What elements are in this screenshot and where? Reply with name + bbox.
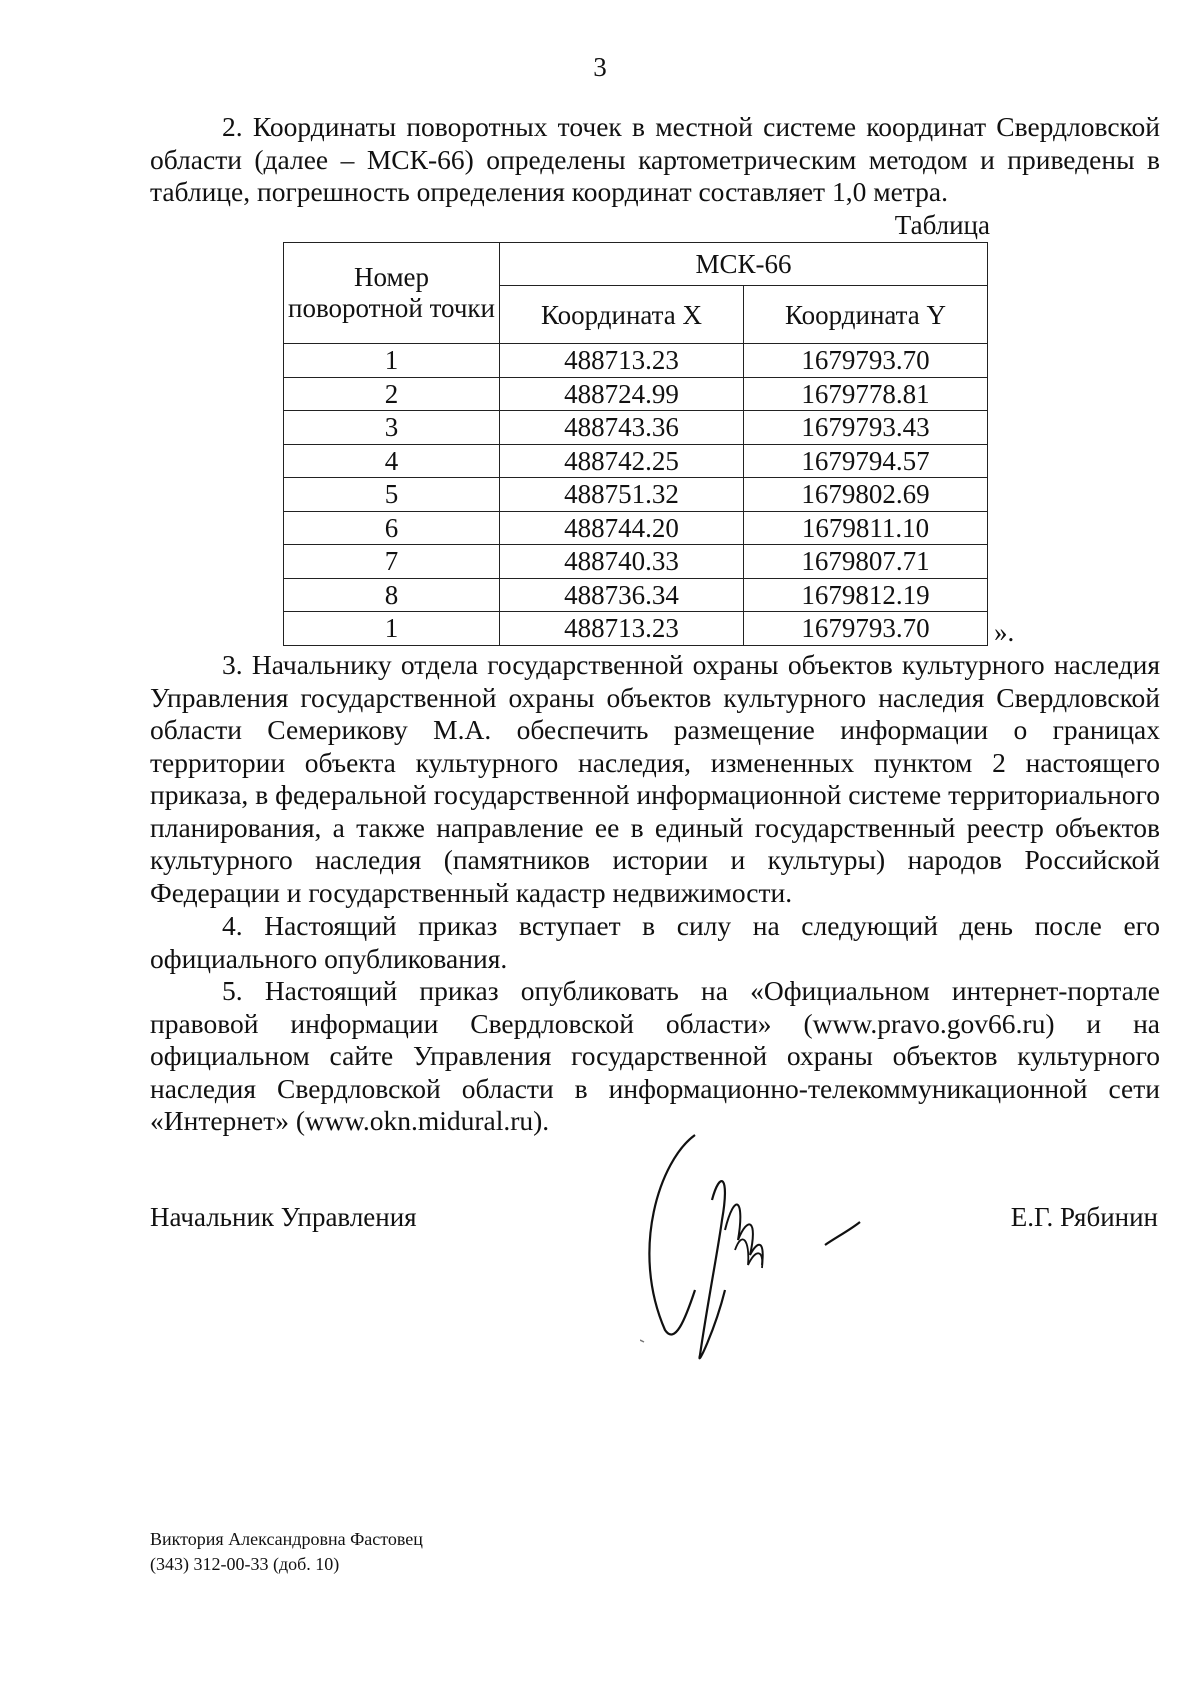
header-coordinate-y: Координата Y <box>744 286 988 344</box>
cell-point-number: 4 <box>284 444 500 478</box>
cell-coordinate-x: 488740.33 <box>500 545 744 579</box>
coordinates-table <box>283 242 988 646</box>
cell-coordinate-y: 1679807.71 <box>744 545 988 579</box>
table-row <box>284 578 988 612</box>
cell-point-number: 1 <box>284 612 500 646</box>
paragraph-2: 2. Координаты поворотных точек в местной системе координат Свердловской области (далее – МСК-66) определены картометрическим методом и приведены в таблице, погрешность определения координат составляет 1,0 метра. <box>150 111 1160 207</box>
table-row <box>284 478 988 512</box>
cell-coordinate-y: 1679793.43 <box>744 411 988 445</box>
cell-point-number: 5 <box>284 478 500 512</box>
coordinates-table-body <box>284 344 988 646</box>
signatory-position: Начальник Управления <box>150 1202 417 1232</box>
cell-coordinate-y: 1679802.69 <box>744 478 988 512</box>
header-point-number: Номер поворотной точки <box>284 243 500 344</box>
cell-coordinate-y: 1679794.57 <box>744 444 988 478</box>
table-caption: Таблица <box>894 210 990 240</box>
table-row <box>284 545 988 579</box>
table-row <box>284 411 988 445</box>
cell-point-number: 1 <box>284 344 500 378</box>
cell-point-number: 7 <box>284 545 500 579</box>
cell-coordinate-y: 1679793.70 <box>744 612 988 646</box>
page-number: 3 <box>593 52 607 82</box>
closing-quote: ». <box>994 617 1015 647</box>
table-row <box>284 612 988 646</box>
handwritten-signature <box>640 1130 940 1370</box>
cell-point-number: 6 <box>284 511 500 545</box>
cell-coordinate-y: 1679811.10 <box>744 511 988 545</box>
cell-coordinate-x: 488736.34 <box>500 578 744 612</box>
cell-coordinate-x: 488724.99 <box>500 377 744 411</box>
table-row <box>284 511 988 545</box>
paragraph-3: 3. Начальнику отдела государственной охраны объектов культурного наследия Управления государственной охраны объектов культурного наследия Свердловской области Семерикову М.А. обеспечить размещение информации о границах территории объекта культурного наследия, измененных пунктом 2 настоящего приказа, в федеральной государственной информационной системе территориального планирования, а также направление ее в единый государственный реестр объектов культурного наследия (памятников истории и культуры) народов Российской Федерации и государственный кадастр недвижимости. <box>150 649 1160 908</box>
cell-point-number: 3 <box>284 411 500 445</box>
paragraph-4: 4. Настоящий приказ вступает в силу на следующий день после его официального опубликования. <box>150 910 1160 974</box>
paragraph-5: 5. Настоящий приказ опубликовать на «Официальном интернет-портале правовой информации Свердловской области» (www.pravo.gov66.ru) и на официальном сайте Управления государственной охраны объектов культурного наследия Свердловской области в информационно-телекоммуникационной сети «Интернет» (www.okn.midural.ru). <box>150 975 1160 1136</box>
cell-coordinate-x: 488713.23 <box>500 344 744 378</box>
cell-coordinate-y: 1679793.70 <box>744 344 988 378</box>
table-row <box>284 377 988 411</box>
table-row <box>284 444 988 478</box>
cell-coordinate-y: 1679778.81 <box>744 377 988 411</box>
cell-coordinate-x: 488751.32 <box>500 478 744 512</box>
cell-coordinate-x: 488742.25 <box>500 444 744 478</box>
header-msk66: МСК-66 <box>500 243 988 286</box>
cell-point-number: 8 <box>284 578 500 612</box>
executor-info <box>150 1527 423 1577</box>
table-row <box>284 344 988 378</box>
executor-name: Виктория Александровна Фастовец <box>150 1529 423 1549</box>
signatory-name: Е.Г. Рябинин <box>1010 1202 1158 1232</box>
cell-point-number: 2 <box>284 377 500 411</box>
header-coordinate-x: Координата X <box>500 286 744 344</box>
cell-coordinate-y: 1679812.19 <box>744 578 988 612</box>
cell-coordinate-x: 488713.23 <box>500 612 744 646</box>
executor-phone: (343) 312-00-33 (доб. 10) <box>150 1554 340 1574</box>
cell-coordinate-x: 488743.36 <box>500 411 744 445</box>
cell-coordinate-x: 488744.20 <box>500 511 744 545</box>
